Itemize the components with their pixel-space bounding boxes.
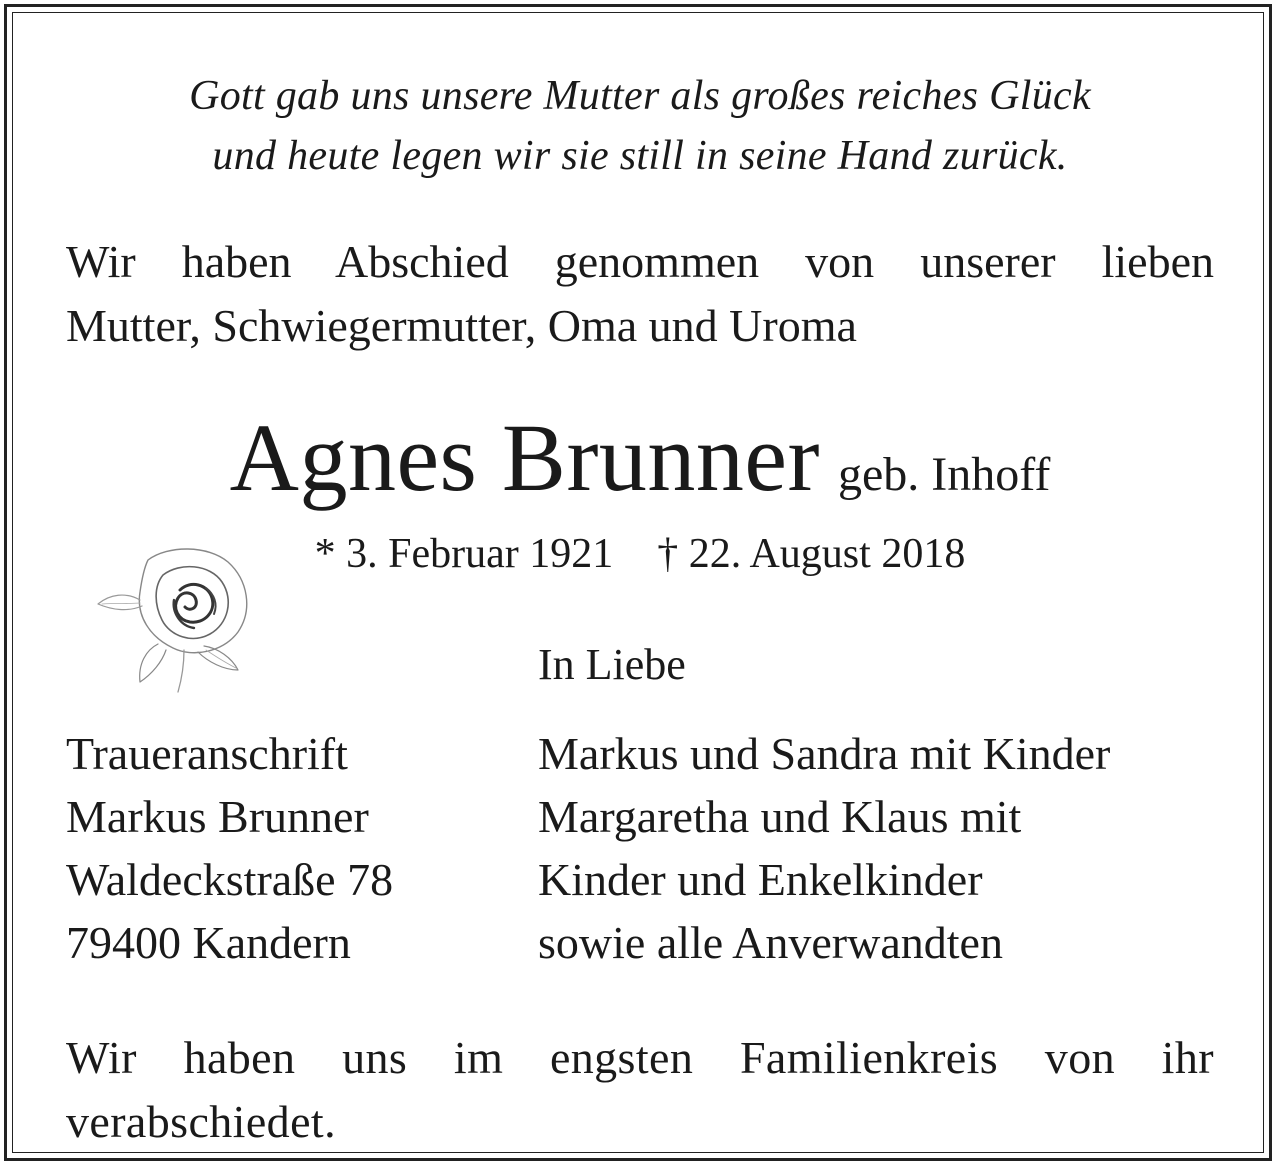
family-line: Markus und Sandra mit Kinder [538, 728, 1111, 779]
address-line: 79400 Kandern [66, 917, 351, 968]
signoff-in-liebe: In Liebe [538, 640, 686, 689]
family-line: Margaretha und Klaus mit [538, 791, 1022, 842]
maiden-name: geb. Inhoff [837, 448, 1051, 501]
address-line: Waldeckstraße 78 [66, 854, 394, 905]
deceased-name-line [0, 404, 1280, 511]
mourning-address [66, 722, 393, 974]
address-line: Traueranschrift [66, 728, 348, 779]
intro-line-2: Mutter, Schwiegermutter, Oma und Uroma [66, 300, 857, 351]
intro-text [66, 230, 1214, 358]
closing-line-2: verabschiedet. [66, 1096, 336, 1147]
motto-verse [0, 66, 1280, 186]
family-line: sowie alle Anverwandten [538, 917, 1003, 968]
motto-line-2: und heute legen wir sie still in seine Hand zurück. [212, 133, 1068, 179]
motto-line-1: Gott gab uns unsere Mutter als großes reiches Glück [189, 73, 1091, 119]
address-line: Markus Brunner [66, 791, 369, 842]
deceased-name: Agnes Brunner [229, 404, 820, 511]
rose-icon [88, 540, 268, 700]
closing-line-1: Wir haben uns im engsten Familienkreis von ihr [66, 1032, 1214, 1083]
closing-text [66, 1026, 1214, 1154]
intro-line-1: Wir haben Abschied genommen von unserer lieben [66, 236, 1214, 287]
family-mourners [538, 722, 1110, 974]
death-date: † 22. August 2018 [657, 531, 966, 577]
birth-date: * 3. Februar 1921 [314, 531, 614, 577]
family-line: Kinder und Enkelkinder [538, 854, 983, 905]
